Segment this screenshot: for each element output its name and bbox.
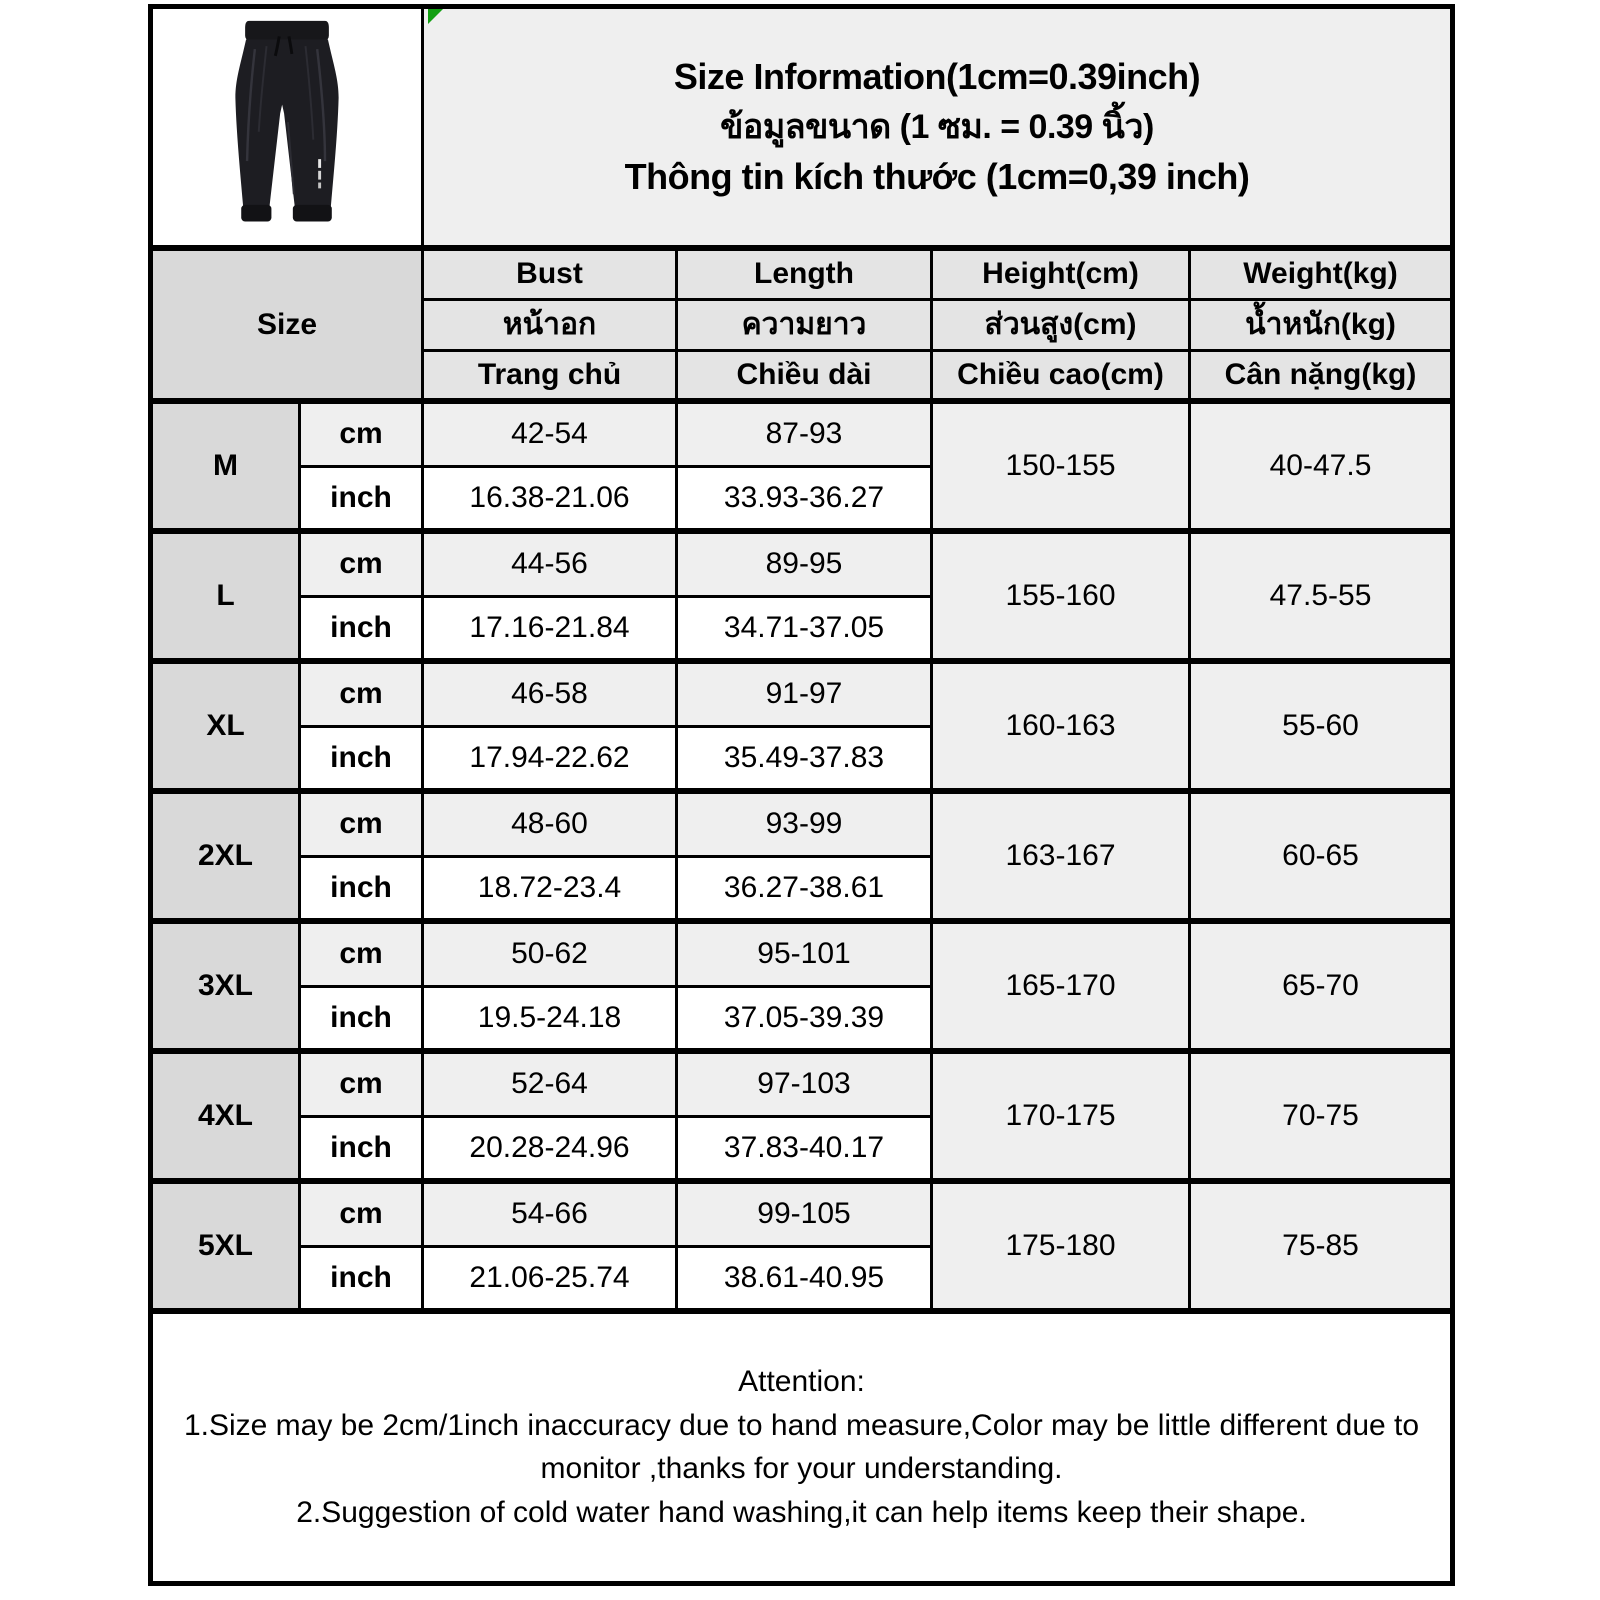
bust-cm-cell: 48-60 (423, 791, 677, 856)
weight-cell: 55-60 (1190, 661, 1453, 791)
unit-inch-cell: inch (300, 856, 423, 921)
size-information-table (148, 4, 1455, 1586)
table-row (151, 531, 1453, 596)
unit-inch-cell: inch (300, 466, 423, 531)
weight-cell: 40-47.5 (1190, 401, 1453, 531)
length-header-vi: Chiều dài (677, 350, 932, 401)
bust-inch-cell: 17.94-22.62 (423, 726, 677, 791)
weight-header-th: น้ำหนัก(kg) (1190, 299, 1453, 350)
unit-cm-cell: cm (300, 661, 423, 726)
unit-cm-cell: cm (300, 401, 423, 466)
height-cell: 165-170 (932, 921, 1190, 1051)
table-row (151, 921, 1453, 986)
bust-cm-cell: 54-66 (423, 1181, 677, 1246)
size-header-cell: Size (151, 248, 423, 401)
size-cell: 2XL (151, 791, 300, 921)
unit-inch-cell: inch (300, 596, 423, 661)
bust-inch-cell: 21.06-25.74 (423, 1246, 677, 1311)
bust-header-en: Bust (423, 248, 677, 299)
height-header-en: Height(cm) (932, 248, 1190, 299)
unit-cm-cell: cm (300, 531, 423, 596)
length-cm-cell: 95-101 (677, 921, 932, 986)
unit-cm-cell: cm (300, 1181, 423, 1246)
weight-cell: 65-70 (1190, 921, 1453, 1051)
bust-cm-cell: 50-62 (423, 921, 677, 986)
attention-note-2: 2.Suggestion of cold water hand washing,it can help items keep their shape. (296, 1495, 1307, 1529)
height-header-th: ส่วนสูง(cm) (932, 299, 1190, 350)
length-cm-cell: 99-105 (677, 1181, 932, 1246)
title-cell (423, 7, 1453, 249)
length-cm-cell: 97-103 (677, 1051, 932, 1116)
length-cm-cell: 89-95 (677, 531, 932, 596)
attention-note (151, 1311, 1453, 1583)
size-chart-sheet (148, 4, 1450, 1586)
bust-inch-cell: 16.38-21.06 (423, 466, 677, 531)
length-inch-cell: 37.83-40.17 (677, 1116, 932, 1181)
weight-cell: 70-75 (1190, 1051, 1453, 1181)
height-cell: 170-175 (932, 1051, 1190, 1181)
table-row (151, 791, 1453, 856)
green-corner-marker-icon (428, 9, 443, 24)
bust-cm-cell: 52-64 (423, 1051, 677, 1116)
unit-inch-cell: inch (300, 726, 423, 791)
unit-inch-cell: inch (300, 1116, 423, 1181)
size-cell: 3XL (151, 921, 300, 1051)
weight-header-en: Weight(kg) (1190, 248, 1453, 299)
attention-note-1: 1.Size may be 2cm/1inch inaccuracy due to hand measure,Color may be little different due to monitor ,thanks for your understanding. (183, 1408, 1420, 1486)
bust-header-vi: Trang chủ (423, 350, 677, 401)
size-cell: 4XL (151, 1051, 300, 1181)
length-cm-cell: 93-99 (677, 791, 932, 856)
bust-inch-cell: 19.5-24.18 (423, 986, 677, 1051)
length-inch-cell: 33.93-36.27 (677, 466, 932, 531)
page-title-th: ข้อมูลขนาด (1 ซม. = 0.39 นิ้ว) (720, 107, 1154, 146)
table-row (151, 401, 1453, 466)
length-cm-cell: 87-93 (677, 401, 932, 466)
product-photo (157, 9, 417, 245)
weight-cell: 75-85 (1190, 1181, 1453, 1311)
unit-cm-cell: cm (300, 791, 423, 856)
size-cell: 5XL (151, 1181, 300, 1311)
table-row (151, 661, 1453, 726)
page-title-vi: Thông tin kích thước (1cm=0,39 inch) (624, 156, 1250, 198)
height-cell: 160-163 (932, 661, 1190, 791)
length-inch-cell: 36.27-38.61 (677, 856, 932, 921)
weight-cell: 47.5-55 (1190, 531, 1453, 661)
weight-header-vi: Cân nặng(kg) (1190, 350, 1453, 401)
bust-cm-cell: 42-54 (423, 401, 677, 466)
table-row (151, 1051, 1453, 1116)
unit-cm-cell: cm (300, 1051, 423, 1116)
header-row-en (151, 248, 1453, 299)
unit-cm-cell: cm (300, 921, 423, 986)
pants-image (201, 15, 373, 239)
bust-cm-cell: 46-58 (423, 661, 677, 726)
attention-heading: Attention: (738, 1365, 865, 1399)
product-photo-cell (151, 7, 423, 249)
size-cell: M (151, 401, 300, 531)
bust-inch-cell: 20.28-24.96 (423, 1116, 677, 1181)
page-title-en: Size Information(1cm=0.39inch) (673, 56, 1201, 98)
weight-cell: 60-65 (1190, 791, 1453, 921)
length-inch-cell: 38.61-40.95 (677, 1246, 932, 1311)
height-header-vi: Chiều cao(cm) (932, 350, 1190, 401)
size-cell: XL (151, 661, 300, 791)
bust-inch-cell: 18.72-23.4 (423, 856, 677, 921)
length-header-th: ความยาว (677, 299, 932, 350)
attention-row (151, 1311, 1453, 1583)
title-band (151, 7, 1453, 249)
length-inch-cell: 37.05-39.39 (677, 986, 932, 1051)
height-cell: 155-160 (932, 531, 1190, 661)
size-cell: L (151, 531, 300, 661)
bust-header-th: หน้าอก (423, 299, 677, 350)
unit-inch-cell: inch (300, 1246, 423, 1311)
length-inch-cell: 34.71-37.05 (677, 596, 932, 661)
length-inch-cell: 35.49-37.83 (677, 726, 932, 791)
length-cm-cell: 91-97 (677, 661, 932, 726)
height-cell: 150-155 (932, 401, 1190, 531)
table-row (151, 1181, 1453, 1246)
bust-inch-cell: 17.16-21.84 (423, 596, 677, 661)
height-cell: 175-180 (932, 1181, 1190, 1311)
unit-inch-cell: inch (300, 986, 423, 1051)
length-header-en: Length (677, 248, 932, 299)
height-cell: 163-167 (932, 791, 1190, 921)
bust-cm-cell: 44-56 (423, 531, 677, 596)
